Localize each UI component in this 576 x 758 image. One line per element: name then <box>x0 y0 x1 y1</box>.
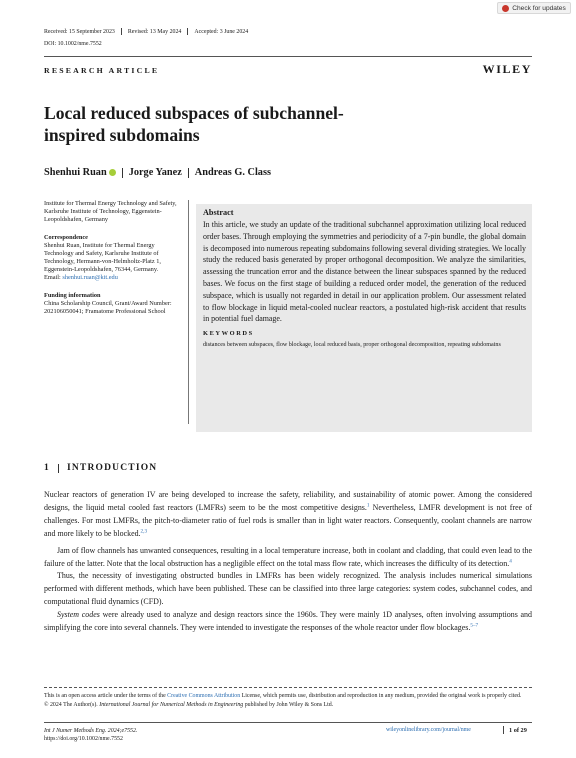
body-text <box>44 489 532 635</box>
article-type-label: RESEARCH ARTICLE <box>44 66 160 75</box>
correspondence-address: Shenhui Ruan, Institute for Thermal Energy Technology and Safety, Karlsruhe Institute of Technology, Hermann-von-Helmholtz-Platz 1, Eggenstein-Leopoldshafen, 76344, Germany. <box>44 241 162 274</box>
section-title: INTRODUCTION <box>66 463 158 473</box>
footer-rule <box>44 722 532 723</box>
journal-name: International Journal for Numerical Methods in Engineering <box>99 701 244 708</box>
date-separator <box>187 28 188 35</box>
section-number: 1 <box>44 463 50 473</box>
check-for-updates-label: Check for updates <box>512 4 566 12</box>
email-label: Email: <box>44 274 63 282</box>
section-heading <box>44 463 157 473</box>
abstract-box <box>196 204 532 432</box>
keywords-heading: KEYWORDS <box>203 330 254 338</box>
text-run: published by John Wiley & Sons Ltd. <box>243 701 334 708</box>
correspondence-heading: Correspondence <box>44 233 88 241</box>
journal-citation-text: Int J Numer Methods Eng. 2024;e7552. <box>44 728 138 734</box>
citation-link[interactable]: 4 <box>509 557 512 564</box>
header-rule <box>44 56 532 57</box>
text-run: Jam of flow channels has unwanted consequences, resulting in a local temperature increase, both in coolant and cladding, that could even lead to the failure of the latter. Note that the local obstruction has a negligible effect on the total mass flow rate, which increases the difficulty of its detection. <box>44 545 532 568</box>
update-icon <box>502 5 509 12</box>
author-name: Shenhui Ruan <box>44 167 107 178</box>
accepted-date: Accepted: 3 June 2024 <box>194 28 249 35</box>
affiliation: Institute for Thermal Energy Technology and Safety, Karlsruhe Institute of Technology, Eggenstein-Leopoldshafen, Germany <box>44 200 177 224</box>
paragraph: Thus, the necessity of investigating obstructed bundles in LMFRs has been widely recognized. The analysis includes numerical simulations performed with different methods, which have been published. These can be classified into three large categories: system codes, subchannel codes, and computational fluid dynamics (CFD). <box>44 571 532 607</box>
correspondence-email <box>44 274 184 282</box>
funding-text: China Scholarship Council, Grant/Award Number: 202106050041; Framatome Professional School <box>44 299 172 315</box>
footer-separator <box>503 726 504 734</box>
journal-citation <box>44 727 244 743</box>
citation-link[interactable]: 1 <box>366 502 370 509</box>
page-number: 1 of 29 <box>509 727 527 734</box>
article-title: Local reduced subspaces of subchannel-inspired subdomains <box>44 103 344 145</box>
keywords-text: distances between subspaces, flow blockage, local reduced basis, proper orthogonal decomposition, repeating subdomains <box>203 342 501 349</box>
license-text <box>44 692 532 701</box>
received-date: Received: 15 September 2023 <box>44 28 115 35</box>
footnote-rule <box>44 687 532 688</box>
text-run: © 2024 The Author(s). <box>44 701 100 708</box>
column-divider <box>188 200 189 424</box>
text-run: were already used to analyze and design reactors since the 1960s. They were mainly 1D analyses, often involving assumptions and simplifying the core into several channels. They were intended to investigate the responses of the whole reactor under flow blockages. <box>44 610 532 633</box>
license-note <box>44 692 532 709</box>
copyright-line <box>44 701 532 710</box>
abstract-text: In this article, we study an update of the traditional subchannel approximation utilizing local reduced order bases. Through employing the symmetries and periodicity of a 7-pin bundle, the global domain is decomposed into numerous repeating subdomains following several dividing strategies. We locally study the reduced basis generated by proper orthogonal decomposition. We analyze the similarities, assessing the truncation error and the distance between the linear subspaces spanned by the reduced bases. We focus on the first stage of building a reduced order model, the generation of the reduced subspace, which is usually not regarded in detail in our application problem. Our assessment related to flow blockage in liquid metal-cooled nuclear reactors, a postulated high-risk accident that results in potential fuel damage. <box>203 220 526 324</box>
orcid-icon[interactable] <box>109 169 116 176</box>
text-run: License, which permits use, distribution and reproduction in any medium, provided the original work is properly cited. <box>240 693 522 699</box>
doi-header: DOI: 10.1002/nme.7552 <box>44 41 102 47</box>
license-link[interactable]: Creative Commons Attribution <box>167 693 241 699</box>
citation-link[interactable]: 5–7 <box>470 622 479 629</box>
journal-site-link[interactable]: wileyonlinelibrary.com/journal/nme <box>386 727 471 733</box>
abstract-heading: Abstract <box>203 208 234 217</box>
paragraph <box>44 609 532 635</box>
author-list <box>44 167 271 178</box>
text-run: This is an open access article under the terms of the <box>44 693 168 699</box>
author-info-column <box>44 200 184 316</box>
revised-date: Revised: 13 May 2024 <box>127 28 182 35</box>
text-run: Nevertheless, LMFR development is not free of challenges. For most LMFRs, the pitch-to-diameter ratio of fuel rods is smaller than in light water reactors. Consequently, coolant channels are narrow and more likely to be blocked. <box>44 502 532 538</box>
date-separator <box>121 28 122 35</box>
email-link[interactable]: shenhui.ruan@kit.edu <box>62 274 118 282</box>
paragraph <box>44 545 532 571</box>
author-separator <box>122 168 123 178</box>
text-run: Nuclear reactors of generation IV are being developed to increase the safety, reliability, and sustainability of atomic power. Among the considered designs, the liquid metal cooled fast reactors (LMFRs) seem to be the most competitive designs. <box>44 490 532 512</box>
paragraph <box>44 489 532 541</box>
check-for-updates-button[interactable] <box>497 2 571 14</box>
funding-heading: Funding information <box>44 291 101 299</box>
doi-link[interactable]: https://doi.org/10.1002/nme.7552 <box>44 736 123 742</box>
submission-dates <box>44 28 344 35</box>
section-separator <box>58 464 59 473</box>
citation-link[interactable]: 2,3 <box>140 528 148 535</box>
author-name: Jorge Yanez <box>128 167 182 178</box>
italic-term: System codes <box>57 610 100 620</box>
publisher-logo: WILEY <box>482 62 532 76</box>
author-name: Andreas G. Class <box>194 167 271 178</box>
author-separator <box>188 168 189 178</box>
